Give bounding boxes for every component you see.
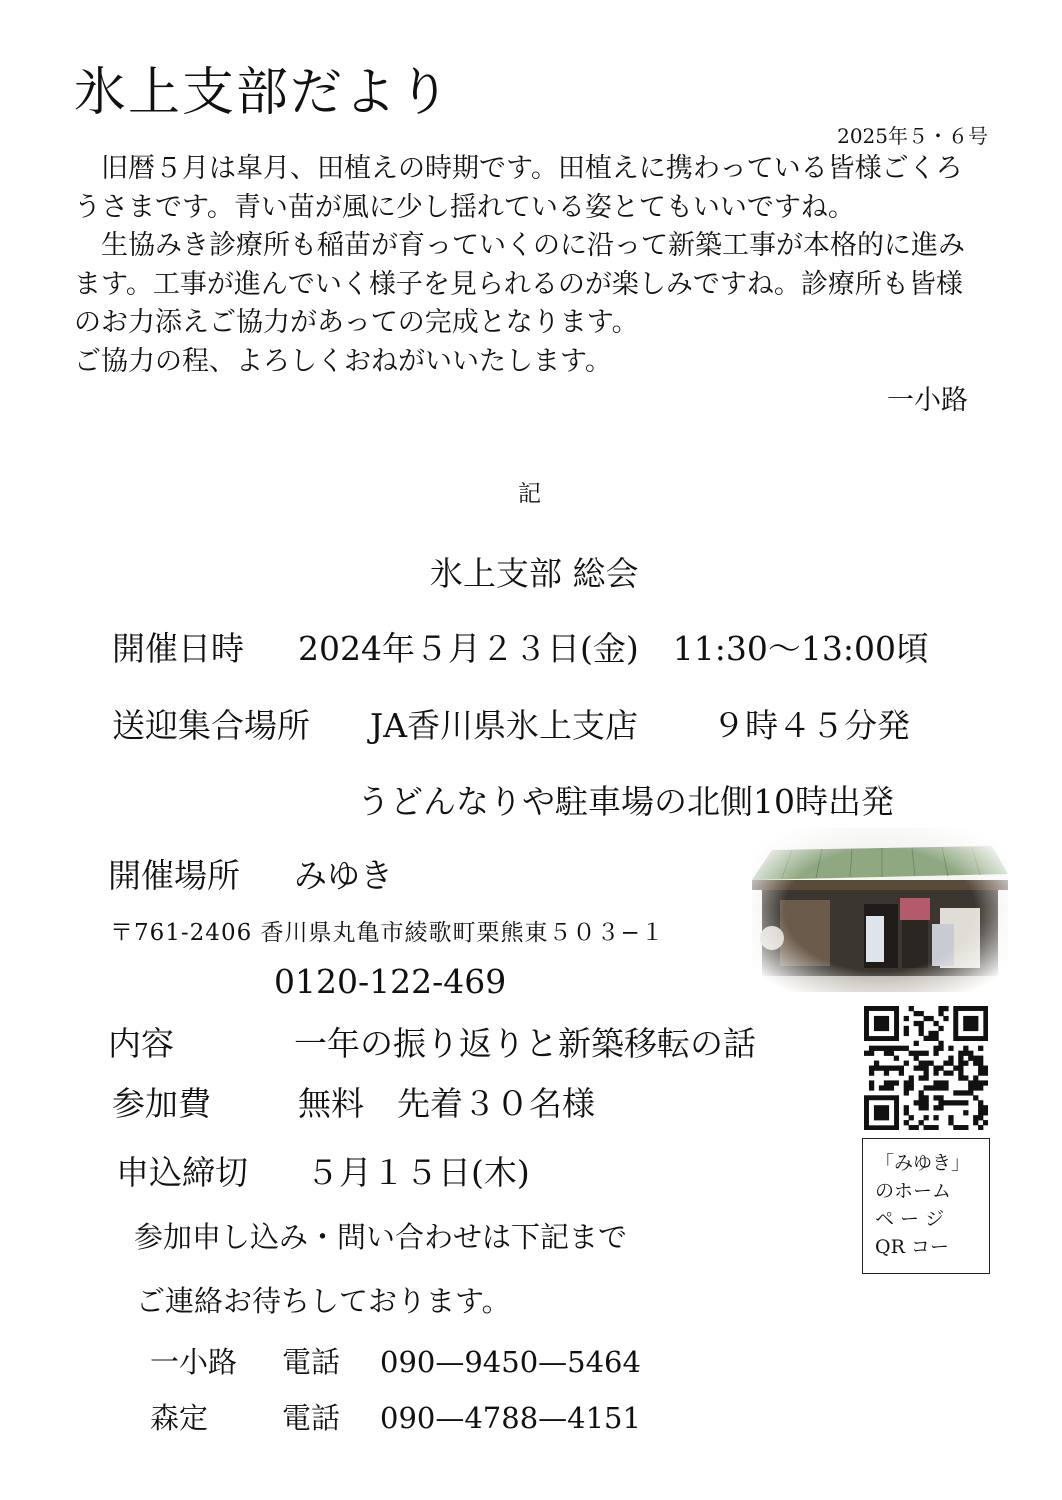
inquiry-line-1: 参加申し込み・問い合わせは下記まで (134, 1220, 628, 1254)
contact-phone-label: 電話 (282, 1345, 341, 1379)
fee-row (112, 1078, 595, 1125)
date-time: 11:30～13:00頃 (672, 629, 929, 668)
qr-caption-box (862, 1138, 990, 1274)
venue-phone: 0120-122-469 (274, 962, 507, 1001)
letter-paragraph-1: 旧暦５月は皐月、田植えの時期です。田植えに携わっている皆様ごくろうさまです。青い苗が風に少し揺れている姿とてもいいですね。 (74, 153, 963, 223)
letter-signature: 一小路 (887, 385, 968, 416)
contact-row (150, 1396, 641, 1437)
pickup-time: ９時４５分発 (712, 706, 911, 745)
pickup-label: 送迎集合場所 (112, 706, 310, 745)
contact-phone: 090—9450—5464 (380, 1345, 641, 1379)
event-title: 氷上支部 総会 (430, 554, 639, 593)
qr-caption-line: ペ ー ジ (875, 1208, 945, 1230)
date-value: 2024年５月２３日(金) (298, 629, 639, 668)
pickup-row (112, 700, 910, 747)
contact-phone-label: 電話 (282, 1401, 341, 1435)
deadline-row (116, 1147, 530, 1194)
venue-photo (752, 828, 1008, 992)
pickup-second-location: うどんなりや駐車場の北側10時出発 (357, 782, 894, 821)
fee-label: 参加費 (112, 1084, 211, 1123)
deadline-value: ５月１５日(木) (306, 1153, 530, 1192)
contact-name: 一小路 (150, 1345, 238, 1379)
content-label: 内容 (108, 1024, 174, 1063)
ki-heading: 記 (518, 481, 541, 507)
content-value: 一年の振り返りと新築移転の話 (294, 1024, 756, 1063)
pickup-place: JA香川県氷上支店 (370, 706, 639, 745)
contact-phone: 090—4788—4151 (380, 1401, 641, 1435)
greeting-letter (74, 150, 988, 381)
venue-address: 〒761-2406 香川県丸亀市綾歌町栗熊東５０３−１ (110, 920, 665, 946)
letter-paragraph-2: 生協みき診療所も稲苗が育っていくのに沿って新築工事が本格的に進みます。工事が進んでいく様子を見られるのが楽しみですね。診療所も皆様のお力添えご協力があっての完成となります。 (74, 230, 965, 338)
qr-code-icon[interactable] (864, 1006, 988, 1130)
date-label: 開催日時 (112, 629, 244, 668)
venue-row (108, 850, 393, 897)
qr-caption-line: のホーム (875, 1180, 952, 1202)
venue-label: 開催場所 (108, 856, 240, 895)
letter-paragraph-3: ご協力の程、よろしくおねがいいたします。 (74, 345, 612, 377)
venue-value: みゆき (294, 856, 393, 895)
qr-caption-line: 「みゆき」 (875, 1152, 971, 1174)
content-row (108, 1018, 756, 1065)
date-row (112, 623, 929, 670)
qr-caption-line: QR コー (875, 1236, 949, 1258)
inquiry-line-2: ご連絡お待ちしております。 (136, 1284, 511, 1318)
issue-number: 2025年５・６号 (837, 124, 988, 148)
newsletter-title: 氷上支部だより (74, 63, 453, 123)
contact-row (150, 1340, 641, 1381)
deadline-label: 申込締切 (116, 1153, 248, 1192)
fee-value: 無料 先着３０名様 (298, 1084, 595, 1123)
contact-name: 森定 (150, 1401, 209, 1435)
